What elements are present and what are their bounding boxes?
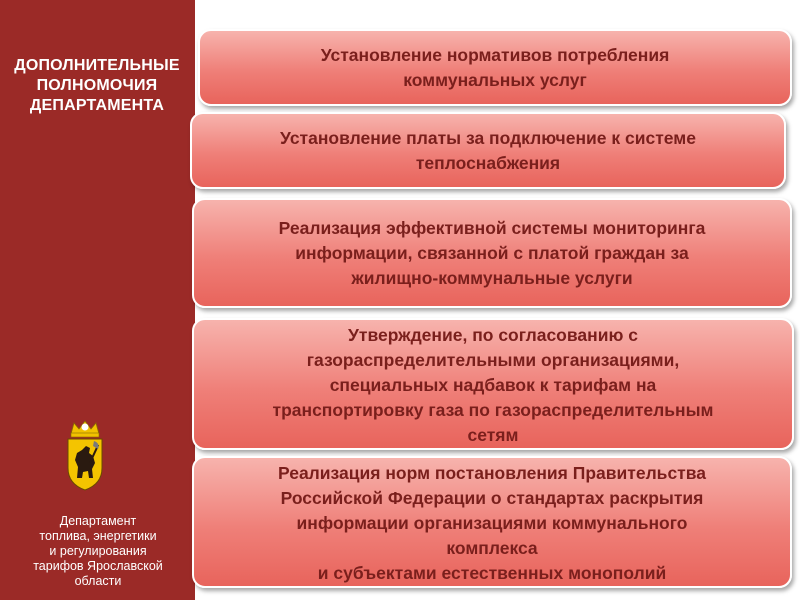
authority-card-text: Установление нормативов потребления коммунальных услуг xyxy=(320,44,670,90)
department-name: Департамент топлива, энергетики и регулирования тарифов Ярославской области xyxy=(33,514,163,588)
authority-card-text: Реализация эффективной системы мониторинга информации, связанной с платой граждан за жилищно-коммунальные услуги xyxy=(278,217,706,288)
authority-card-monitoring xyxy=(192,198,792,308)
authority-card-text: Утверждение, по согласованию с газораспределительными организациями, специальных надбавок к тарифам на транспортировку газа по газораспределительным сетям xyxy=(272,324,714,445)
authority-card-gas-surcharges xyxy=(192,318,794,450)
coat-of-arms-icon xyxy=(62,418,108,492)
authority-card-disclosure-standards xyxy=(192,456,792,588)
authority-card-text: Установление платы за подключение к системе теплоснабжения xyxy=(280,127,696,173)
sidebar xyxy=(0,0,195,600)
sidebar-title: ДОПОЛНИТЕЛЬНЫЕ ПОЛНОМОЧИЯ ДЕПАРТАМЕНТА xyxy=(14,57,180,114)
authority-card-text: Реализация норм постановления Правительства Российской Федерации о стандартах раскрытия информации организациями коммунального комплекса и субъектами естественных монополий xyxy=(277,462,707,583)
authority-card-consumption-norms xyxy=(198,29,792,106)
authority-card-connection-fee xyxy=(190,112,786,189)
